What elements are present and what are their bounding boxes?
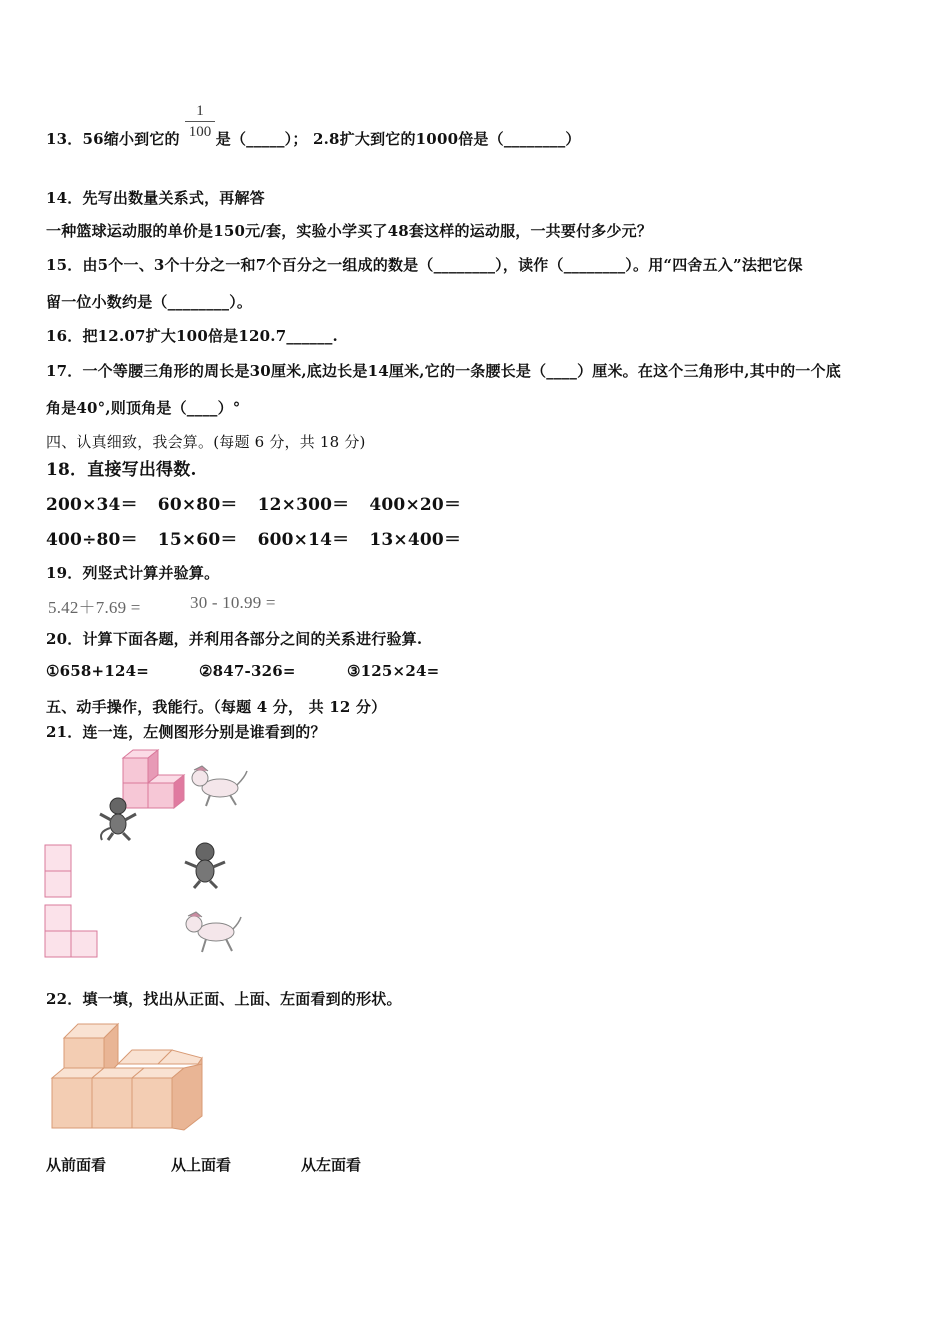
view-label-left: 从左面看	[301, 1156, 362, 1174]
q18-item: 60×80＝	[157, 495, 238, 515]
section-4-heading: 四、认真细致，我会算。(每题 6 分，共 18 分)	[46, 433, 366, 451]
q22-title: 22．填一填，找出从正面、上面、左面看到的形状。	[46, 990, 402, 1008]
q18-item: 600×14＝	[257, 530, 350, 550]
q18-item: 400×20＝	[369, 495, 462, 515]
q17-line2: 角是40°,则顶角是（____）°	[46, 399, 241, 417]
q18-item: 13×400＝	[369, 530, 462, 550]
peach-cube-stack	[52, 1024, 202, 1130]
q18-item: 15×60＝	[157, 530, 238, 550]
q16-line: 16．把12.07扩大100倍是120.7______.	[46, 327, 338, 345]
fraction-one-hundredth	[185, 102, 215, 141]
view-square	[45, 931, 71, 957]
q13-text-a: 13．56缩小到它的	[46, 130, 180, 148]
q18-row-2	[46, 525, 481, 550]
q13-line	[46, 128, 581, 149]
q18-row-1	[46, 490, 481, 515]
q20-item-2: ②847-326=	[199, 662, 296, 680]
view-label-top: 从上面看	[171, 1156, 232, 1174]
q22-cubes-figure	[46, 1018, 211, 1136]
section-5-heading: 五、动手操作，我能行。（每题 4 分， 共 12 分）	[46, 698, 387, 716]
q18-title: 18．直接写出得数.	[46, 460, 197, 480]
q18-item: 200×34＝	[46, 495, 138, 515]
monkey-icon	[180, 840, 230, 890]
q18-item: 12×300＝	[257, 495, 350, 515]
view-shape-l	[44, 904, 100, 958]
view-square	[45, 905, 71, 931]
q21-title: 21．连一连，左侧图形分别是谁看到的？	[46, 723, 326, 741]
view-label-front: 从前面看	[46, 1156, 107, 1174]
q14-body: 一种篮球运动服的单价是150元/套，实验小学买了48套这样的运动服，一共要付多少元？	[46, 222, 653, 240]
view-square	[45, 845, 71, 871]
q15-line1: 15．由5个一、3个十分之一和7个百分之一组成的数是（________），读作（________）。用“四舍五入”法把它保	[46, 256, 803, 274]
q20-item-1: ①658+124=	[46, 662, 150, 680]
view-square	[45, 871, 71, 897]
q13-text-b: 是（_____）； 2.8扩大到它的1000倍是（________）	[215, 130, 581, 148]
q17-line1: 17．一个等腰三角形的周长是30厘米,底边长是14厘米,它的一条腰长是（____）厘米。在这个三角形中,其中的一个底	[46, 362, 841, 380]
q14-title: 14．先写出数量关系式，再解答	[46, 189, 265, 207]
view-square	[71, 931, 97, 957]
q20-item-3: ③125×24=	[347, 662, 440, 680]
pink-cube-stack	[123, 750, 184, 808]
dog-icon	[192, 766, 247, 806]
q15-line2: 留一位小数约是（________）。	[46, 293, 253, 311]
q19-item-1: 5.42＋7.69 =	[48, 598, 141, 617]
q19-item-2: 30 - 10.99 =	[190, 593, 276, 612]
q19-title: 19．列竖式计算并验算。	[46, 564, 220, 582]
q20-title: 20．计算下面各题，并利用各部分之间的关系进行验算.	[46, 630, 423, 648]
fraction-denominator: 100	[188, 124, 212, 140]
view-shape-vertical	[44, 844, 76, 898]
q21-cubes-figure	[90, 748, 260, 843]
fraction-bar	[185, 121, 215, 122]
fraction-numerator: 1	[196, 103, 204, 119]
dog-icon	[180, 910, 242, 956]
q18-item: 400÷80＝	[46, 530, 138, 550]
